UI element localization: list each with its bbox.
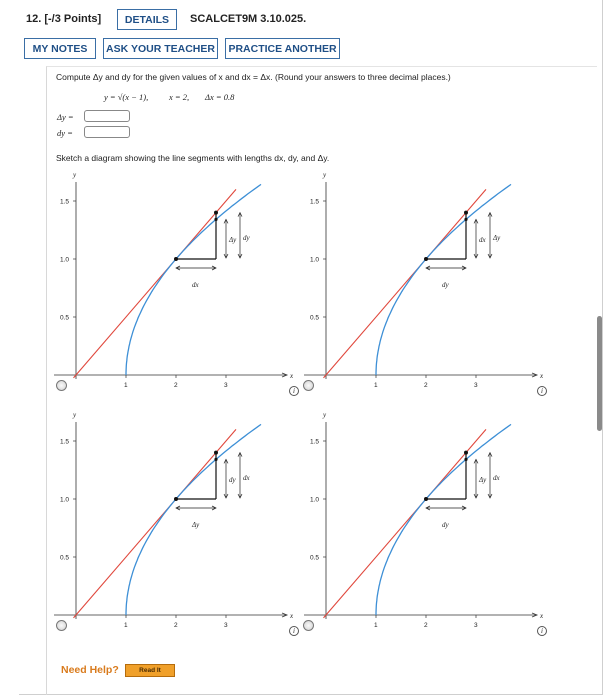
dy-input[interactable]: [84, 126, 130, 138]
x-tick-label: 1: [374, 382, 378, 389]
need-help-label: Need Help?: [61, 664, 119, 676]
graph-svg: [298, 408, 548, 633]
radio-option-b[interactable]: [303, 380, 314, 391]
segment-label-horizontal: dy: [442, 281, 449, 289]
x-tick-label: 3: [474, 382, 478, 389]
x-axis-label: x: [540, 372, 544, 380]
x-tick-label: 3: [474, 622, 478, 629]
info-icon[interactable]: i: [289, 386, 299, 396]
info-icon[interactable]: i: [537, 626, 547, 636]
graph-svg: [48, 408, 298, 633]
point-curve: [214, 458, 217, 461]
x-tick-label: 3: [224, 382, 228, 389]
y-tick-label: 1.5: [60, 438, 70, 446]
segment-label-outer: dx: [493, 474, 500, 482]
graph-option-b: [298, 168, 548, 393]
y-tick-label: 0.5: [310, 554, 320, 562]
y-tick-label: 1.0: [60, 256, 70, 264]
segment-label-horizontal: dx: [192, 281, 199, 289]
point-curve: [464, 458, 467, 461]
point-tangent: [214, 211, 218, 215]
y-tick-label: 1.5: [310, 198, 320, 206]
x-axis-label: x: [290, 372, 294, 380]
ask-teacher-button[interactable]: ASK YOUR TEACHER: [103, 38, 218, 59]
graph-option-a: [48, 168, 298, 393]
delta-x-text: Δx = 0.8: [205, 92, 235, 102]
y-tick-label: 1.0: [310, 256, 320, 264]
x-tick-label: 1: [124, 382, 128, 389]
point-start: [424, 497, 428, 501]
info-icon[interactable]: i: [537, 386, 547, 396]
graph-option-c: [48, 408, 298, 633]
y-tick-label: 1.5: [310, 438, 320, 446]
segment-label-inner: Δy: [479, 476, 487, 484]
instruction-text: Compute Δy and dy for the given values of x and dx = Δx. (Round your answers to three decimal places.): [56, 72, 451, 82]
x-tick-label: 3: [224, 622, 228, 629]
y-axis-label: y: [323, 171, 327, 179]
tangent-line: [74, 429, 237, 618]
segment-label-outer: dy: [243, 234, 250, 242]
assignment-code: SCALCET9M 3.10.025.: [190, 13, 307, 25]
y-tick-label: 0.5: [60, 554, 70, 562]
function-text: y = √(x − 1),: [104, 92, 149, 102]
y-tick-label: 0.5: [60, 314, 70, 322]
scrollbar[interactable]: [597, 316, 602, 431]
curve: [126, 424, 261, 615]
point-start: [174, 257, 178, 261]
x-axis-label: x: [540, 612, 544, 620]
read-it-button[interactable]: Read It: [125, 664, 175, 677]
tangent-line: [324, 189, 487, 378]
info-icon[interactable]: i: [289, 626, 299, 636]
point-tangent: [464, 451, 468, 455]
point-curve: [464, 218, 467, 221]
dy-label: dy =: [57, 128, 73, 138]
details-button[interactable]: DETAILS: [117, 9, 177, 30]
graph-svg: [298, 168, 548, 393]
delta-y-input[interactable]: [84, 110, 130, 122]
radio-option-d[interactable]: [303, 620, 314, 631]
segment-label-inner: dx: [479, 236, 486, 244]
x-tick-label: 2: [424, 382, 428, 389]
point-curve: [214, 218, 217, 221]
curve: [376, 184, 511, 375]
x-tick-label: 2: [424, 622, 428, 629]
radio-option-a[interactable]: [56, 380, 67, 391]
segment-label-outer: Δy: [493, 234, 501, 242]
segment-label-horizontal: dy: [442, 521, 449, 529]
question-points: [-/3 Points]: [44, 13, 102, 25]
y-tick-label: 1.5: [60, 198, 70, 206]
point-start: [424, 257, 428, 261]
delta-y-label: Δy =: [57, 112, 74, 122]
x-tick-label: 1: [124, 622, 128, 629]
radio-option-c[interactable]: [56, 620, 67, 631]
question-header: [26, 13, 101, 25]
segment-label-inner: Δy: [229, 236, 237, 244]
tangent-line: [324, 429, 487, 618]
x-tick-label: 2: [174, 622, 178, 629]
y-axis-label: y: [73, 411, 77, 419]
graph-svg: [48, 168, 298, 393]
y-axis-label: y: [323, 411, 327, 419]
graph-option-d: [298, 408, 548, 633]
segment-label-inner: dy: [229, 476, 236, 484]
point-start: [174, 497, 178, 501]
sketch-instruction: Sketch a diagram showing the line segments with lengths dx, dy, and Δy.: [56, 153, 330, 163]
y-axis-label: y: [73, 171, 77, 179]
question-number: 12.: [26, 13, 42, 25]
segment-label-horizontal: Δy: [192, 521, 200, 529]
y-tick-label: 0.5: [310, 314, 320, 322]
y-tick-label: 1.0: [310, 496, 320, 504]
tangent-line: [74, 189, 237, 378]
x-axis-label: x: [290, 612, 294, 620]
point-tangent: [214, 451, 218, 455]
my-notes-button[interactable]: MY NOTES: [24, 38, 96, 59]
x-tick-label: 2: [174, 382, 178, 389]
practice-another-button[interactable]: PRACTICE ANOTHER: [225, 38, 340, 59]
x-tick-label: 1: [374, 622, 378, 629]
curve: [376, 424, 511, 615]
x-value-text: x = 2,: [169, 92, 190, 102]
y-tick-label: 1.0: [60, 496, 70, 504]
point-tangent: [464, 211, 468, 215]
segment-label-outer: dx: [243, 474, 250, 482]
curve: [126, 184, 261, 375]
